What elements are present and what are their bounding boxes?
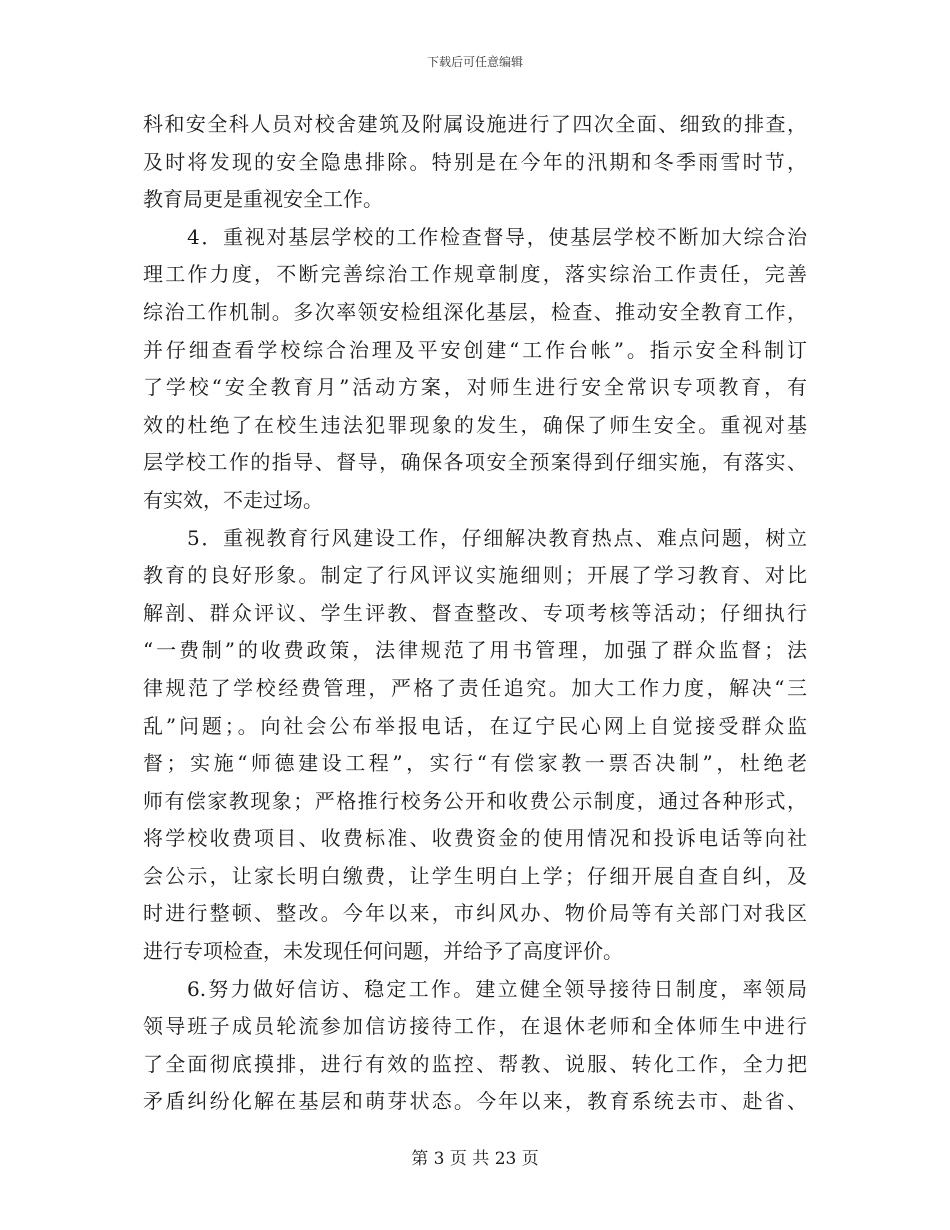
body-text <box>143 106 807 1121</box>
text-line: 会公示，让家长明白缴费，让学生明白上学；仔细开展自查自纠，及 <box>143 863 807 888</box>
page-number-footer: 第 3 页 共 23 页 <box>411 1149 539 1169</box>
text-line: 教育局更是重视安全工作。 <box>143 187 383 212</box>
text-line: 效的杜绝了在校生违法犯罪现象的发生，确保了师生安全。重视对基 <box>143 412 807 437</box>
text-line: 科和安全科人员对校舍建筑及附属设施进行了四次全面、细致的排查， <box>143 112 807 136</box>
text-line: 理工作力度，不断完善综治工作规章制度，落实综治工作责任，完善 <box>143 262 807 287</box>
text-line: 师有偿家教现象；严格推行校务公开和收费公示制度，通过各种形式， <box>143 788 807 813</box>
text-line: 了全面彻底摸排，进行有效的监控、帮教、说服、转化工作，全力把 <box>143 1051 807 1076</box>
text-line: 将学校收费项目、收费标准、收费资金的使用情况和投诉电话等向社 <box>143 826 807 851</box>
text-line: 领导班子成员轮流参加信访接待工作，在退休老师和全体师生中进行 <box>143 1014 807 1039</box>
text-line: 了学校“安全教育月”活动方案，对师生进行安全常识专项教育，有 <box>143 375 807 400</box>
paragraph-4-start: 4．重视对基层学校的工作检查督导，使基层学校不断加大综合治 <box>187 224 807 249</box>
text-line: 进行专项检查，未发现任何问题，并给予了高度评价。 <box>143 939 623 964</box>
paragraph-5-start: 5．重视教育行风建设工作，仔细解决教育热点、难点问题，树立 <box>187 525 807 550</box>
text-line: 督；实施“师德建设工程”，实行“有偿家教一票否决制”，杜绝老 <box>143 751 807 776</box>
text-line: 矛盾纠纷化解在基层和萌芽状态。今年以来，教育系统去市、赴省、 <box>143 1089 807 1114</box>
text-line: 律规范了学校经费管理，严格了责任追究。加大工作力度，解决“三 <box>143 675 807 700</box>
text-line: 并仔细查看学校综合治理及平安创建“工作台帐”。指示安全科制订 <box>143 337 807 362</box>
paragraph-6-start: 6.努力做好信访、稳定工作。建立健全领导接待日制度，率领局 <box>187 976 807 1001</box>
text-line: 层学校工作的指导、督导，确保各项安全预案得到仔细实施，有落实、 <box>143 450 807 475</box>
text-line: 乱”问题；。向社会公布举报电话，在辽宁民心网上自觉接受群众监 <box>143 713 807 738</box>
text-line: 及时将发现的安全隐患排除。特别是在今年的汛期和冬季雨雪时节， <box>143 149 807 174</box>
page-header: 下载后可任意编辑 <box>426 55 523 69</box>
text-line: 时进行整顿、整改。今年以来，市纠风办、物价局等有关部门对我区 <box>143 901 807 926</box>
text-line: “一费制”的收费政策，法律规范了用书管理，加强了群众监督；法 <box>143 638 807 663</box>
text-line: 有实效，不走过场。 <box>143 487 323 512</box>
text-line: 综治工作机制。多次率领安检组深化基层，检查、推动安全教育工作， <box>143 299 807 324</box>
text-line: 解剖、群众评议、学生评教、督查整改、专项考核等活动；仔细执行 <box>143 600 807 625</box>
text-line: 教育的良好形象。制定了行风评议实施细则；开展了学习教育、对比 <box>143 563 807 588</box>
